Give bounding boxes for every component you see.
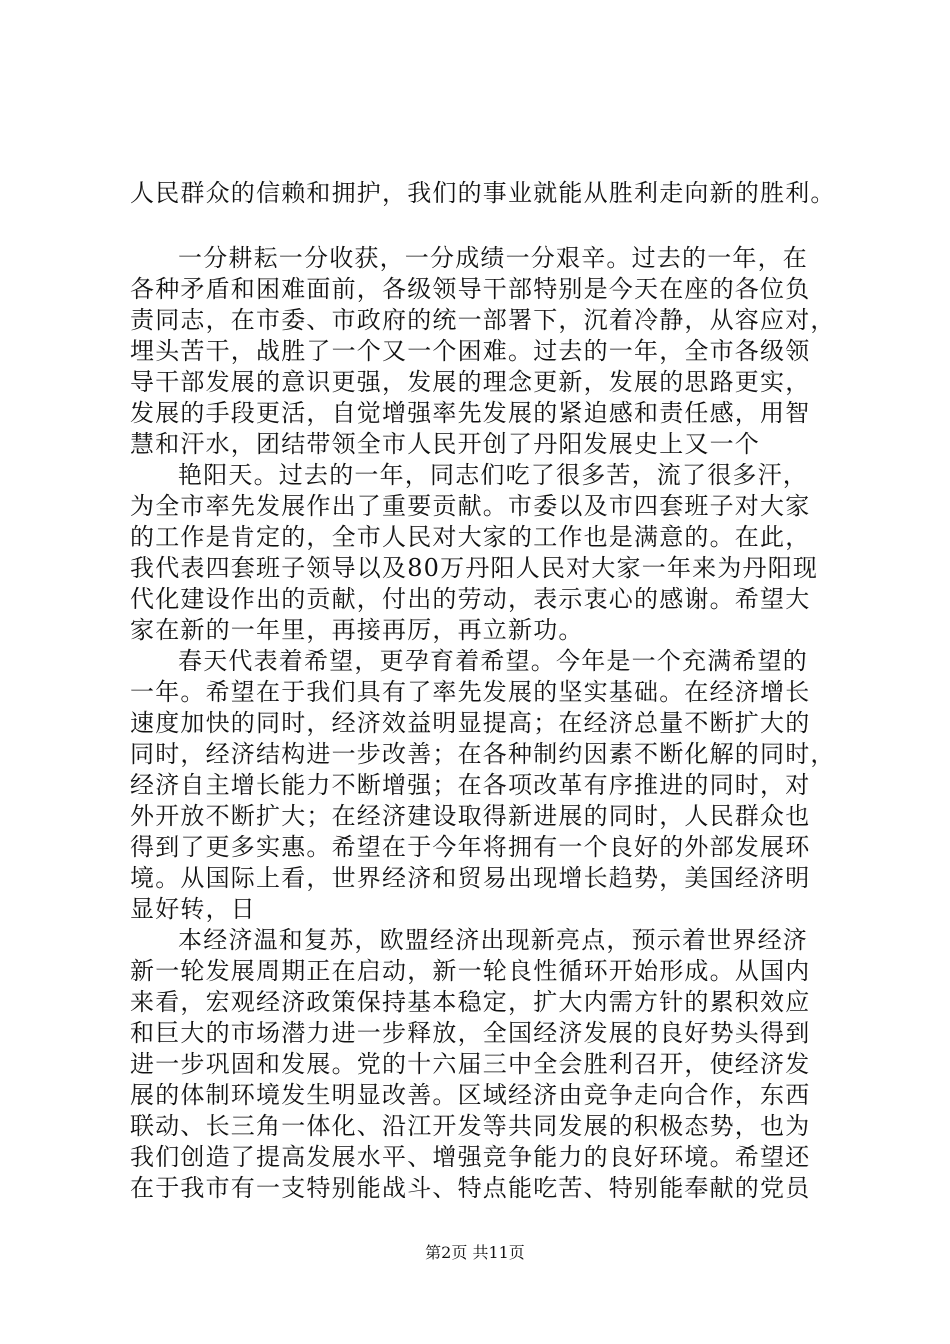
text-line: 进一步巩固和发展。党的十六届三中全会胜利召开，使经济发	[130, 1050, 811, 1078]
text-line: 和巨大的市场潜力进一步释放，全国经济发展的良好势头得到	[130, 1019, 811, 1047]
text-line: 得到了更多实惠。希望在于今年将拥有一个良好的外部发展环	[130, 833, 811, 861]
text-line: 显好转，日	[130, 895, 256, 923]
text-line: 一年。希望在于我们具有了率先发展的坚实基础。在经济增长	[130, 678, 811, 706]
text-line: 新一轮发展周期正在启动，新一轮良性循环开始形成。从国内	[130, 957, 811, 985]
text-line: 同时，经济结构进一步改善；在各种制约因素不断化解的同时，	[130, 740, 836, 768]
text-line: 慧和汗水，团结带领全市人民开创了丹阳发展史上又一个	[130, 430, 760, 458]
text-line: 速度加快的同时，经济效益明显提高；在经济总量不断扩大的	[130, 709, 811, 737]
text-line: 在于我市有一支特别能战斗、特点能吃苦、特别能奉献的党员	[130, 1174, 811, 1202]
text-line: 我们创造了提高发展水平、增强竞争能力的良好环境。希望还	[130, 1143, 811, 1171]
text-line: 导干部发展的意识更强，发展的理念更新，发展的思路更实，	[130, 368, 811, 396]
text-line: 人民群众的信赖和拥护，我们的事业就能从胜利走向新的胜利。	[130, 179, 836, 207]
text-line: 外开放不断扩大；在经济建设取得新进展的同时，人民群众也	[130, 802, 811, 830]
text-line: 埋头苦干，战胜了一个又一个困难。过去的一年，全市各级领	[130, 337, 811, 365]
text-line: 展的体制环境发生明显改善。区域经济由竞争走向合作，东西	[130, 1081, 811, 1109]
paragraph-first-line: 本经济温和复苏，欧盟经济出现新亮点，预示着世界经济	[178, 926, 808, 954]
text-line: 经济自主增长能力不断增强；在各项改革有序推进的同时，对	[130, 771, 811, 799]
text-line: 各种矛盾和困难面前，各级领导干部特别是今天在座的各位负	[130, 275, 811, 303]
text-line: 来看，宏观经济政策保持基本稳定，扩大内需方针的累积效应	[130, 988, 811, 1016]
text-line: 代化建设作出的贡献，付出的劳动，表示衷心的感谢。希望大	[130, 585, 811, 613]
text-line: 境。从国际上看，世界经济和贸易出现增长趋势，美国经济明	[130, 864, 811, 892]
text-line: 为全市率先发展作出了重要贡献。市委以及市四套班子对大家	[130, 492, 811, 520]
page-number-footer: 第2页 共11页	[425, 1243, 525, 1262]
paragraph-first-line: 春天代表着希望，更孕育着希望。今年是一个充满希望的	[178, 647, 808, 675]
paragraph-first-line: 一分耕耘一分收获，一分成绩一分艰辛。过去的一年，在	[178, 244, 808, 272]
text-line: 责同志，在市委、市政府的统一部署下，沉着冷静，从容应对，	[130, 306, 836, 334]
paragraph-first-line: 艳阳天。过去的一年，同志们吃了很多苦，流了很多汗，	[178, 461, 808, 489]
text-line: 的工作是肯定的，全市人民对大家的工作也是满意的。在此，	[130, 523, 811, 551]
text-line: 联动、长三角一体化、沿江开发等共同发展的积极态势，也为	[130, 1112, 811, 1140]
text-line: 我代表四套班子领导以及80万丹阳人民对大家一年来为丹阳现	[130, 554, 819, 582]
text-line: 发展的手段更活，自觉增强率先发展的紧迫感和责任感，用智	[130, 399, 811, 427]
text-line: 家在新的一年里，再接再厉，再立新功。	[130, 616, 584, 644]
